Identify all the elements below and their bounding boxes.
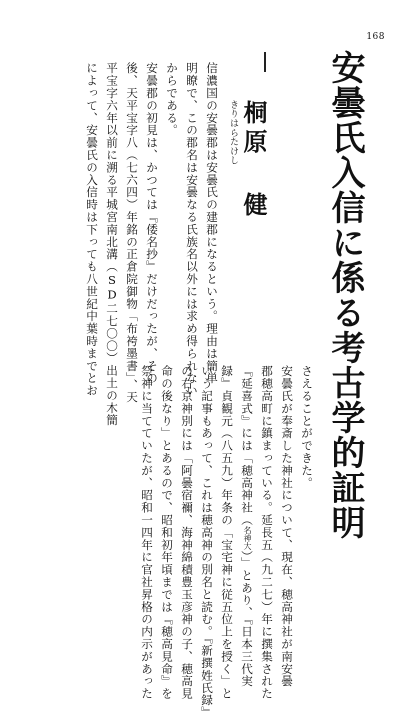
text-segment: 明瞭で、この郡名は安曇なる氏族名以外には求め得られない [185,62,199,397]
text-line [277,365,297,688]
text-segment: 祭神に当てていたが、昭和一四年に官社昇格の内示があった [140,365,154,700]
text-line [257,365,277,700]
text-segment: 平宝字六年以前に溯る平城宮南北溝（SD二七〇〇）出土の木簡 [105,62,119,427]
text-line [177,365,197,700]
text-line [142,62,162,385]
text-segment: いう記事もあって、これは穂高神の別名と読む。『新撰姓氏録』 [200,365,214,719]
text-segment: 郡穂高町に鎮まっている。延長五（九二七）年に撰集された [260,365,274,700]
text-line [82,62,102,397]
text-line [237,365,257,688]
article-title: 安曇氏入信に係る考古学的証明 [325,50,365,540]
text-segment: 録』貞観元（八五九）年条の「宝宅神に従五位上を授く」と [220,365,234,700]
inline-note: 名神大 [243,526,252,551]
text-segment: によって、安曇氏の入信時は下っても八世紀中葉時までとお [85,62,99,397]
body-text-lower [32,365,317,719]
text-segment: 信濃国の安曇郡は安曇氏の建郡になるという。理由は簡単 [205,62,219,385]
text-segment: 『延喜式』には「穂高神社（ [240,365,254,527]
text-line [297,365,317,570]
text-segment: 安曇郡の初見は、かつては『倭名抄』だけだったが、その [145,62,159,385]
author-name: 桐原 健 [239,100,268,221]
text-segment: 命の後なり」とあるので、昭和初年頃までは『穂高見命』を [160,365,174,700]
text-line [182,62,202,397]
text-segment: 安曇氏が奉斎した神社について、現在、穂高神社が南安曇 [280,365,294,688]
text-line [162,62,182,341]
author-name-reading: きりはらたけし [228,100,238,166]
text-line [197,365,217,719]
author-dash [264,52,266,72]
body-text-upper [32,62,222,427]
text-line [122,62,142,404]
text-line [202,62,222,385]
text-line [217,365,237,700]
text-line [102,62,122,427]
text-segment: 後、天平宝字八（七六四）年銘の正倉院御物「布袴墨書」、天 [125,62,139,404]
text-segment: ）」とあり、『日本三代実 [240,550,254,688]
text-segment: の右京神別には「阿曇宿禰、海神綿積豊玉彦神の子、穂高見 [180,365,194,700]
text-line [157,365,177,700]
page-number: 168 [366,32,385,42]
text-line [137,365,157,700]
text-segment: さえることができた。 [300,365,314,489]
text-segment: からである。 [165,62,179,137]
